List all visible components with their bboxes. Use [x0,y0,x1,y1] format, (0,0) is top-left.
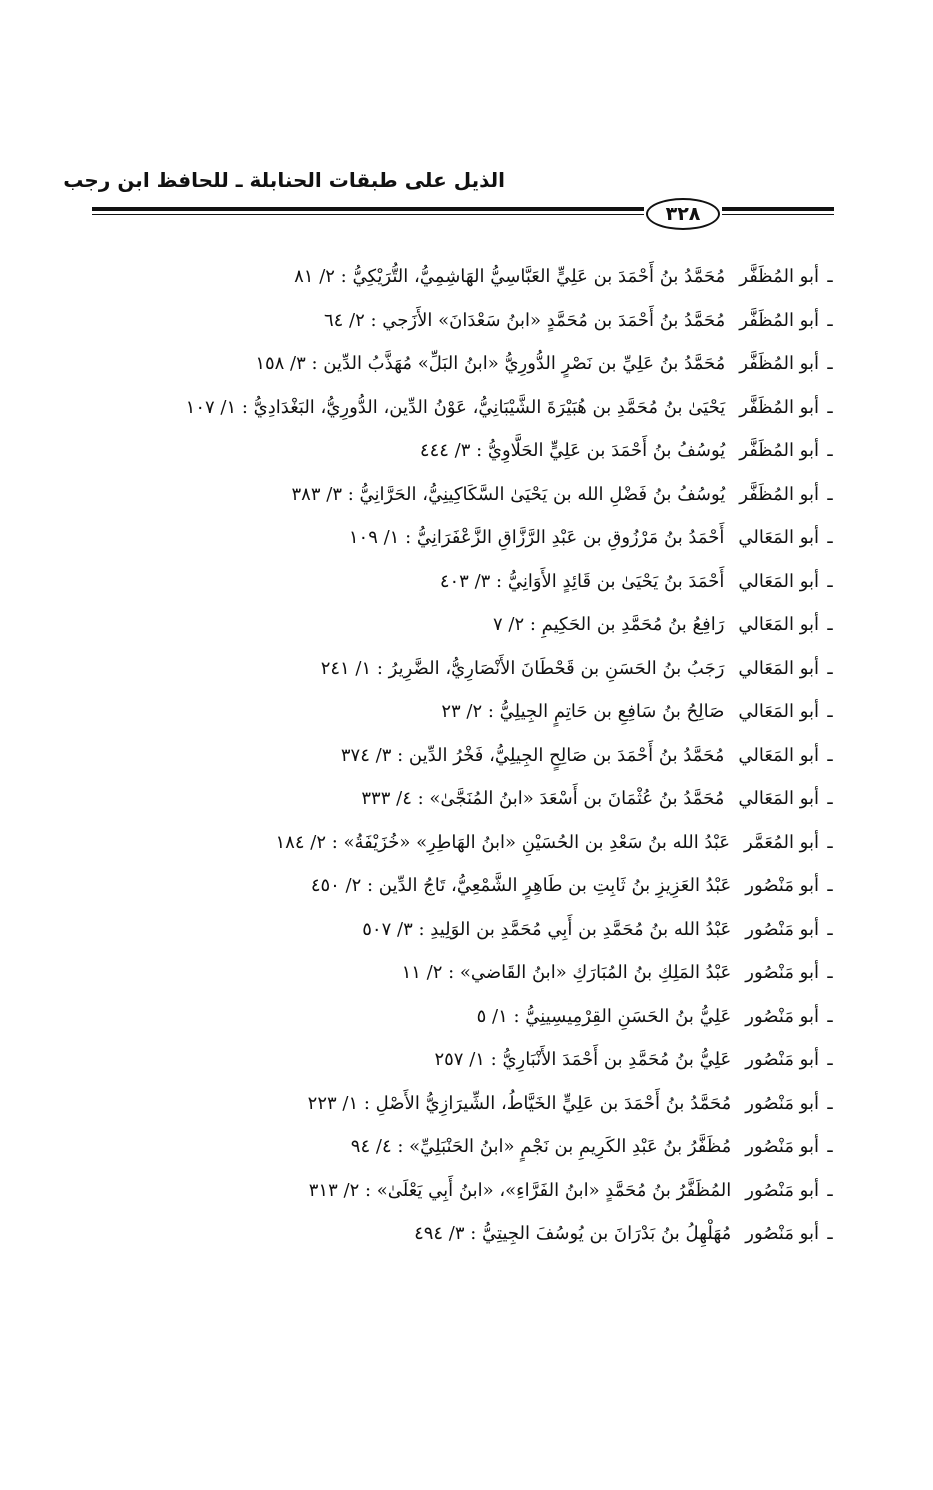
index-entry [81,1169,841,1213]
entry-kunya: أبو المُظَفَّر [739,440,819,462]
entry-name-reference: عَبْدُ المَلِكِ بنُ المُبَارَكِ «ابنُ القَاضي» : ٢/ ١١ [401,962,732,984]
entry-kunya: أبو المُظَفَّر [739,353,819,375]
entry-dash: ـ [827,657,833,679]
entry-name-reference: صَالِحُ بنُ سَافِعِ بن حَاتِمٍ الجِيلِيُّ : ٢/ ٢٣ [441,701,725,723]
index-entry [81,821,841,865]
index-entry [81,1038,841,1082]
index-entry [81,647,841,691]
entry-kunya: أبو مَنْصُور [745,1049,819,1071]
entry-name-reference: مُظَفَّرُ بنُ عَبْدِ الكَرِيمِ بن نَجْمٍ «ابنُ الحَنْبَلِيِّ» : ٤/ ٩٤ [350,1136,732,1158]
entry-kunya: أبو المُظَفَّر [739,396,819,418]
entry-dash: ـ [827,1092,833,1114]
entry-kunya: أبو مَنْصُور [745,1005,819,1027]
entry-name-reference: عَبْدُ العَزِيزِ بنُ ثَابِتِ بن طَاهِرٍ الشَّمْعِيُّ، تَاجُ الدِّين : ٢/ ٤٥٠ [310,875,732,897]
entry-name-reference: أَحْمَدُ بنُ مَرْزُوقِ بن عَبْدِ الرَّزَّاقِ الزَّعْفَرَانِيُّ : ١/ ١٠٩ [348,527,725,549]
index-entries-list [81,255,841,1256]
entry-name-reference: المُظَفَّرُ بنُ مُحَمَّدٍ «ابنُ الفَرَّاءِ»، «ابنُ أَبِي يَعْلَىٰ» : ٢/ ٣١٣ [308,1179,732,1201]
entry-kunya: أبو مَنْصُور [745,1092,819,1114]
index-entry [81,908,841,952]
index-entry [81,995,841,1039]
entry-kunya: أبو مَنْصُور [745,918,819,940]
entry-dash: ـ [827,701,833,723]
running-header-title: الذيل على طبقات الحنابلة ـ للحافظ ابن رجب [63,168,505,192]
entry-dash: ـ [827,309,833,331]
entry-dash: ـ [827,962,833,984]
index-entry [81,603,841,647]
entry-kunya: أبو المَعَالي [738,744,819,766]
index-entry [81,951,841,995]
entry-name-reference: مُهَلْهِلُ بنُ بَدْرَانَ بن يُوسُفَ الجِيتِيُّ : ٣/ ٤٩٤ [414,1223,732,1245]
index-entry [81,1125,841,1169]
index-entry [81,429,841,473]
entry-dash: ـ [827,1223,833,1245]
entry-name-reference: مُحَمَّدُ بنُ عَلِيِّ بن نَصْرٍ الدُّورِيُّ «ابنُ البَلِّ» مُهَذَّبُ الدِّين : ٣/ ١٥٨ [255,353,726,375]
entry-dash: ـ [827,353,833,375]
entry-name-reference: رَافِعُ بنُ مُحَمَّدِ بن الحَكِيمِ : ٢/ ٧ [493,614,725,636]
entry-kunya: أبو المَعَالي [738,570,819,592]
entry-dash: ـ [827,1049,833,1071]
index-entry [81,1212,841,1256]
entry-kunya: أبو المُظَفَّر [739,483,819,505]
entry-name-reference: مُحَمَّدُ بنُ أَحْمَدَ بن مُحَمَّدٍ «ابنُ سَعْدَانَ» الأَزَجي : ٢/ ٦٤ [323,309,726,331]
header-rule-right [722,207,834,215]
entry-kunya: أبو المَعَالي [738,657,819,679]
entry-dash: ـ [827,1179,833,1201]
header-rule-left [92,207,644,215]
entry-kunya: أبو مَنْصُور [745,875,819,897]
index-entry [81,473,841,517]
index-entry [81,734,841,778]
index-entry [81,777,841,821]
index-entry [81,386,841,430]
entry-dash: ـ [827,875,833,897]
entry-name-reference: مُحَمَّدُ بنُ أَحْمَدَ بن عَلِيٍّ العَبَّاسِيُّ الهَاشِمِيُّ، التُّرَيْكِيُّ : ٢/ ٨١ [294,266,726,288]
index-entry [81,864,841,908]
entry-name-reference: عَلِيُّ بنُ الحَسَنِ القِرْمِيسِينِيُّ : ١/ ٥ [476,1005,732,1027]
index-entry [81,560,841,604]
entry-name-reference: مُحَمَّدُ بنُ أَحْمَدَ بن عَلِيٍّ الخَيَّاطُ، الشِّيرَازِيُّ الأَصْلِ : ١/ ٢٢٣ [307,1092,732,1114]
entry-name-reference: عَلِيُّ بنُ مُحَمَّدِ بن أَحْمَدَ الأَنْبَارِيُّ : ١/ ٢٥٧ [434,1049,732,1071]
entry-kunya: أبو مَنْصُور [745,1136,819,1158]
entry-kunya: أبو المَعَالي [738,788,819,810]
index-entry [81,516,841,560]
entry-dash: ـ [827,1005,833,1027]
entry-name-reference: يُوسُفُ بنُ فَضْلِ الله بن يَحْيَىٰ السَّكَاكِينِيُّ، الحَرَّانِيُّ : ٣/ ٣٨٣ [291,483,726,505]
entry-dash: ـ [827,744,833,766]
entry-dash: ـ [827,918,833,940]
entry-dash: ـ [827,614,833,636]
entry-dash: ـ [827,1136,833,1158]
entry-dash: ـ [827,570,833,592]
entry-name-reference: مُحَمَّدُ بنُ عُثْمَانَ بن أَسْعَدَ «ابنُ المُنَجَّىٰ» : ٤/ ٣٣٣ [361,788,725,810]
entry-dash: ـ [827,483,833,505]
index-entry [81,690,841,734]
entry-dash: ـ [827,266,833,288]
entry-name-reference: يُوسُفُ بنُ أَحْمَدَ بن عَلِيٍّ الحَلَّاوِيُّ : ٣/ ٤٤٤ [419,440,726,462]
entry-kunya: أبو المَعَالي [738,701,819,723]
entry-kunya: أبو المُظَفَّر [739,266,819,288]
entry-kunya: أبو مَنْصُور [745,1223,819,1245]
entry-dash: ـ [827,440,833,462]
page-number: ٣٢٨ [646,198,720,230]
entry-kunya: أبو مَنْصُور [745,962,819,984]
entry-dash: ـ [827,527,833,549]
entry-kunya: أبو مَنْصُور [745,1179,819,1201]
entry-dash: ـ [827,396,833,418]
entry-kunya: أبو المَعَالي [738,527,819,549]
entry-kunya: أبو المُظَفَّر [739,309,819,331]
entry-dash: ـ [827,788,833,810]
index-entry [81,342,841,386]
entry-name-reference: أَحْمَدَ بنُ يَحْيَىٰ بن قَائِدٍ الأَوَانِيُّ : ٣/ ٤٠٣ [439,570,725,592]
entry-name-reference: مُحَمَّدُ بنُ أَحْمَدَ بن صَالِحٍ الجِيلِيُّ، فَخْرُ الدِّين : ٣/ ٣٧٤ [340,744,725,766]
entry-name-reference: عَبْدُ الله بنُ سَعْدِ بن الحُسَيْنِ «ابنُ الهَاطِرِ» «خُزَيْفَةُ» : ٢/ ١٨٤ [275,831,731,853]
index-entry [81,1082,841,1126]
entry-name-reference: يَحْيَىٰ بنُ مُحَمَّدِ بن هُبَيْرَةَ الشَّيْبَانِيُّ، عَوْنُ الدِّين، الدُّورِيُّ، البَغْدَادِيُّ : ١/ ١٠٧ [185,396,726,418]
entry-dash: ـ [827,831,833,853]
entry-kunya: أبو المَعَالي [738,614,819,636]
entry-kunya: أبو المُعَمَّر [744,831,819,853]
entry-name-reference: عَبْدُ الله بنُ مُحَمَّدِ بن أَبِي مُحَمَّدِ بن الوَلِيدِ : ٣/ ٥٠٧ [362,918,732,940]
index-entry [81,255,841,299]
entry-name-reference: رَجَبُ بنُ الحَسَنِ بن قَحْطَانَ الأَنْصَارِيُّ، الضَّرِيرُ : ١/ ٢٤١ [320,657,725,679]
index-entry [81,299,841,343]
